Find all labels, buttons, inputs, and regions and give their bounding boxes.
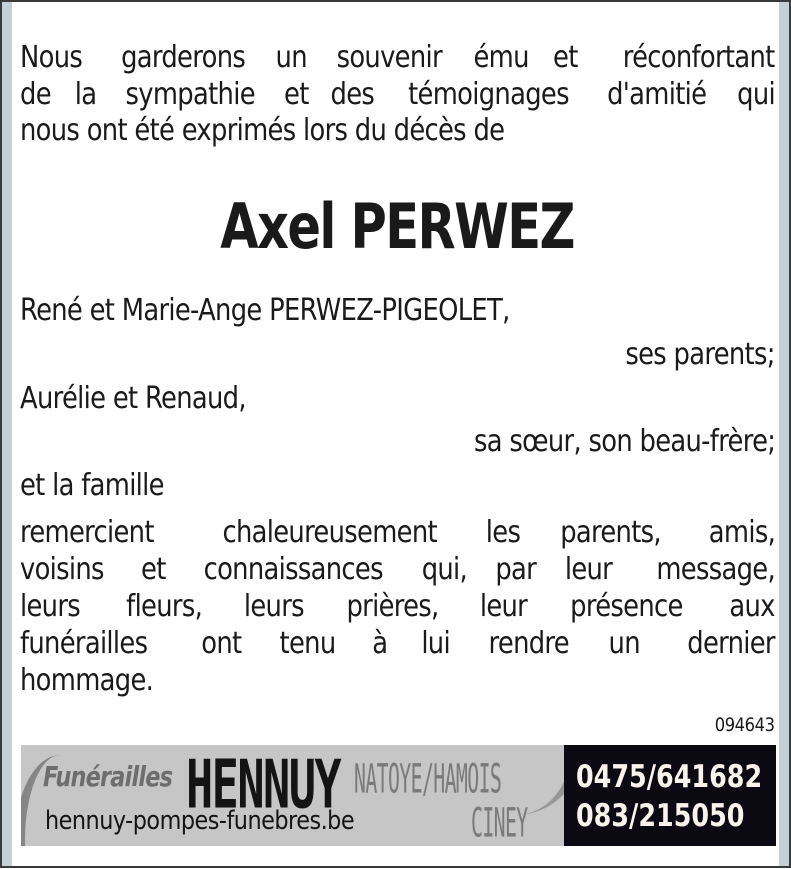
word: connaissances (203, 552, 383, 587)
family-parents-names: René et Marie-Ange PERWEZ-PIGEOLET, (20, 293, 510, 328)
thanks-line-3 (20, 589, 775, 626)
right-border-stripe (779, 2, 789, 866)
word: amis, (708, 515, 775, 550)
intro-line-1 (20, 40, 775, 77)
word: rendre (489, 626, 570, 661)
advert-phone-mobile (576, 758, 776, 797)
word: un (275, 40, 308, 75)
funeral-home-advert (21, 745, 776, 846)
advert-phone-mobile-text: 0475/641682 (576, 759, 763, 795)
word: aux (729, 589, 775, 624)
thanks-line-4 (20, 626, 775, 663)
word: leurs (243, 589, 304, 624)
family-extended: et la famille (20, 468, 164, 503)
intro-line-2 (20, 77, 775, 114)
word: témoignages (408, 76, 569, 112)
advert-label-text: Funérailles (43, 760, 173, 793)
word: les (485, 515, 521, 550)
word: leurs (20, 589, 81, 624)
reference-number (705, 714, 775, 736)
advert-locations-2-text: CINEY (471, 799, 528, 846)
family-sibling-role: sa sœur, son beau-frère; (473, 424, 775, 459)
word: Nous (20, 40, 83, 75)
word: et (283, 76, 309, 112)
family-line-sibling-role (20, 424, 775, 464)
intro-paragraph (20, 40, 775, 150)
family-line-extended (20, 468, 775, 508)
word: lui (421, 626, 450, 661)
word: garderons (120, 40, 245, 75)
word: présence (570, 589, 683, 624)
word: parents, (559, 515, 661, 550)
word: hommage. (20, 663, 154, 698)
advert-locations-line-1 (354, 755, 591, 803)
advert-website-text: hennuy-pompes-funebres.be (45, 806, 355, 836)
word: chaleureusement (221, 515, 437, 550)
advert-phone-landline-text: 083/215050 (576, 798, 745, 834)
word: un (608, 626, 641, 661)
thanks-line-2 (20, 552, 775, 589)
thanks-paragraph (20, 515, 775, 700)
word: message, (656, 552, 775, 587)
advert-phone-box (564, 745, 776, 846)
word: fleurs, (126, 589, 203, 624)
word: d'amitié (606, 76, 707, 112)
word: funérailles (20, 626, 148, 661)
intro-line-3 (20, 113, 775, 150)
word: ont (201, 626, 242, 661)
word: réconfortant (623, 40, 775, 75)
word: par (495, 552, 537, 587)
reference-number-text: 094643 (715, 714, 775, 736)
advert-phone-landline (576, 797, 776, 836)
word: sympathie (125, 76, 255, 112)
deceased-name-text: Axel PERWEZ (220, 190, 575, 263)
word: qui, (421, 552, 468, 587)
word: dernier (687, 626, 775, 661)
advert-website (45, 806, 404, 836)
family-line-parents-role (20, 337, 775, 377)
thanks-line-5 (20, 663, 775, 700)
family-line-sibling-names (20, 381, 775, 421)
word: remercient (20, 515, 154, 550)
word: leur (479, 589, 528, 624)
word: voisins (20, 552, 104, 587)
left-border-stripe (2, 2, 12, 866)
advert-label (43, 760, 204, 793)
family-sibling-names: Aurélie et Renaud, (20, 381, 246, 416)
word: à (372, 626, 388, 661)
thanks-line-1 (20, 515, 775, 552)
word: et (553, 40, 579, 75)
deceased-name (20, 192, 775, 262)
word: prières, (346, 589, 439, 624)
word: qui (737, 76, 775, 112)
word: tenu (280, 626, 336, 661)
word: souvenir (336, 40, 442, 75)
word: leur (564, 552, 612, 587)
family-parents-role: ses parents; (625, 337, 775, 372)
family-line-parents-names (20, 293, 775, 333)
word: la (74, 76, 97, 112)
advert-locations-1-text: NATOYE/HAMOIS (354, 755, 502, 803)
word: de (20, 76, 51, 112)
word: des (330, 76, 375, 112)
word: ému (473, 40, 529, 75)
advert-brand-text: HENNUY (186, 745, 341, 824)
advert-locations-line-2 (471, 799, 562, 846)
word: nous ont été exprimés lors du décès de (20, 113, 505, 148)
word: et (140, 552, 166, 587)
